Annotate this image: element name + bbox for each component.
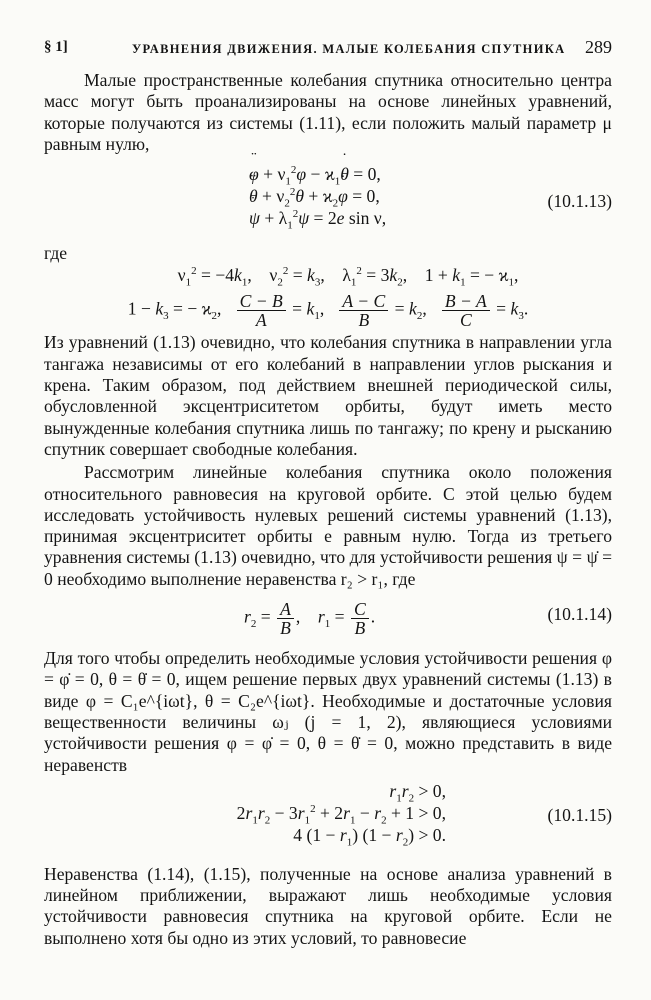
running-title: УРАВНЕНИЯ ДВИЖЕНИЯ. МАЛЫЕ КОЛЕБАНИЯ СПУТНИКА [132,42,566,56]
paragraph-where: где [44,243,68,264]
equation-system-13 [44,163,612,239]
definitions-line-1: $\nu_1^2 = -4k_1$, $\nu_2^2 = k_3$, $\lambda_1^2 = 3k_2$, $1 + k_1$ = − $ϰ_1$, [177,265,519,289]
paragraph-pitch-oscillations: Из уравнений (1.13) очевидно, что колебания спутника в направлении угла тангажа независимы от его колебаний в направлении углов рыскания и крена. Таким образом, под действием внешней периодической силы, обусловленной эксцентриситетом орбиты, будут иметь место вынужденные колебания спутника лишь по тангажу; по крену и рысканию спутник совершает свободные колебания. [44,332,612,459]
equation-psi: ¨ $\psi + \lambda_1^2\psi = 2e$ sin ν, [249,207,386,229]
equation-phi: ¨ $\varphi + \nu_1^2\varphi$ − $ϰ_1˙$ θ = 0, [249,163,386,185]
equation-14-body: $r_2$ = $\frac{A}{B}$ , $r_1$ = $\frac{C}{B}$ . [244,599,376,639]
equation-14 [44,594,612,639]
equation-system-15-lines [204,780,446,849]
equation-theta: ¨ $\theta + \nu_2^2\theta$ + $ϰ_2˙$ φ = 0, [249,185,386,207]
definitions-line-2: $1 - k_3$ = − $ϰ_2$, $\frac{C - B}{A}$ = $k_1$, $\frac{A - C}{B}$ = $k_2$, $\frac{B - A}{C}$ = $k_3$. [127,291,529,331]
section-marker: § 1] [44,39,68,55]
equation-definitions [44,264,612,331]
inequality-2: $2r_1r_2 - 3r_1^2 + 2r_1 - r_2 + 1 > 0$, [236,802,446,827]
paragraph-linear-oscillations: Рассмотрим линейные колебания спутника около положения относительного равновесия на круговой орбите. С этой целью будем исследовать устойчивость нулевых решений системы уравнений (1.13), принимая эксцентриситет орбиты e равным нулю. Тогда из третьего уравнения системы (1.13) очевидно, что для устойчивости решения ψ = ψ̇ = 0 необходимо выполнение неравенства r₂ > r₁, где [44,462,612,589]
running-header [44,30,612,70]
equation-number-14: (10.1.14) [547,604,612,625]
inequality-1: $r_1r_2 > 0$, [389,780,446,805]
inequality-3: 4 $(1 - r_1)$ $(1 - r_2) > 0$. [293,824,446,849]
paragraph-stability-conditions: Для того чтобы определить необходимые условия устойчивости решения φ = φ̇ = 0, θ = θ̇ = 0, ищем решение первых двух уравнений системы (1.13) в виде φ = C₁e^{iωt}, θ = C₂e^{iωt}. Необходимые и достаточные условия вещественности величины ωⱼ (j = 1, 2), являющиеся условиями устойчивости решения φ = φ̇ = 0, θ = θ̇ = 0, можно представить в виде неравенств [44,648,612,775]
page-number: 289 [585,37,612,57]
equation-system-13-lines [249,163,387,232]
book-page [44,30,612,949]
paragraph-intro: Малые пространственные колебания спутника относительно центра масс могут быть проанализированы на основе линейных уравнений, которые получаются из системы (1.11), если положить малый параметр μ равным нулю, [44,70,612,154]
equation-number-13: (10.1.13) [547,191,612,212]
equation-number-15: (10.1.15) [547,804,612,825]
paragraph-conclusion: Неравенства (1.14), (1.15), полученные на основе анализа уравнений в линейном приближении, выражают лишь необходимые условия устойчивости равновесия спутника на круговой орбите. Если не выполнено хотя бы одно из этих условий, то равновесие [44,863,612,948]
equation-system-15 [44,780,612,850]
